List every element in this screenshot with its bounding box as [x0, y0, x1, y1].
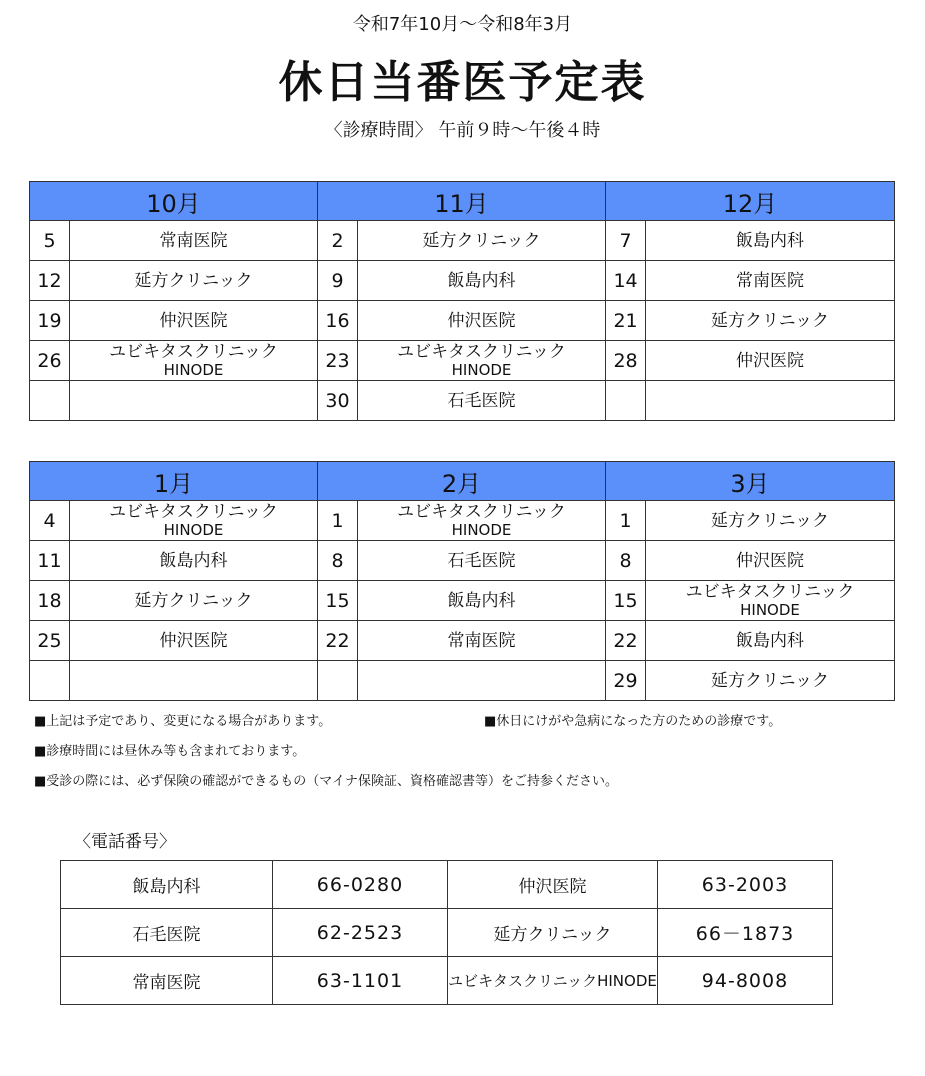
- schedule-day: 21: [606, 301, 646, 341]
- schedule-day: 9: [318, 261, 358, 301]
- schedule-day: 1: [606, 501, 646, 541]
- consultation-hours: 〈診療時間〉 午前９時～午後４時: [324, 120, 601, 141]
- clinic-name: 常南医院: [447, 630, 516, 651]
- month-header: 11月: [318, 182, 606, 221]
- schedule-clinic: [358, 301, 606, 341]
- clinic-name: 延方クリニック: [134, 270, 253, 291]
- schedule-clinic: [646, 301, 895, 341]
- phone-number: 62-2523: [273, 909, 448, 957]
- clinic-name: 石毛医院: [447, 390, 516, 411]
- clinic-name-line2: HINODE: [740, 600, 800, 619]
- schedule-row: [30, 301, 895, 341]
- month-header-row: [30, 182, 895, 221]
- month-header: 3月: [606, 462, 895, 501]
- phone-clinic-name: 石毛医院: [61, 909, 273, 957]
- phone-row: [61, 909, 833, 957]
- schedule-day: 4: [30, 501, 70, 541]
- phone-number: 94-8008: [658, 957, 833, 1005]
- phone-table: [60, 860, 833, 1005]
- schedule-day: 5: [30, 221, 70, 261]
- clinic-name: 飯島内科: [447, 590, 516, 611]
- schedule-clinic: [358, 381, 606, 421]
- phone-clinic-name: 常南医院: [61, 957, 273, 1005]
- schedule-clinic: [646, 341, 895, 381]
- schedule-day: 12: [30, 261, 70, 301]
- schedule-table-oct-dec: [29, 181, 895, 421]
- schedule-day: 18: [30, 581, 70, 621]
- schedule-day: 23: [318, 341, 358, 381]
- schedule-day: 1: [318, 501, 358, 541]
- schedule-day: 25: [30, 621, 70, 661]
- schedule-clinic: [70, 541, 318, 581]
- schedule-clinic: [70, 661, 318, 701]
- schedule-clinic: [70, 221, 318, 261]
- schedule-day: 26: [30, 341, 70, 381]
- clinic-name: 延方クリニック: [422, 230, 541, 251]
- schedule-row: [30, 541, 895, 581]
- note-schedule-may-change: ■上記は予定であり、変更になる場合があります。: [34, 714, 332, 729]
- clinic-name-line2: HINODE: [163, 520, 224, 539]
- schedule-clinic: [358, 581, 606, 621]
- clinic-name-line2: HINODE: [451, 520, 512, 539]
- schedule-clinic: [358, 341, 606, 381]
- note-insurance: ■受診の際には、必ず保険の確認ができるもの（マイナ保険証、資格確認書等）をご持参ください。: [34, 774, 619, 789]
- clinic-name: 石毛医院: [447, 550, 516, 571]
- schedule-table-jan-mar: [29, 461, 895, 701]
- clinic-name: 飯島内科: [159, 550, 228, 571]
- clinic-name: 飯島内科: [447, 270, 516, 291]
- schedule-day: 15: [606, 581, 646, 621]
- schedule-clinic: [358, 261, 606, 301]
- schedule-clinic: [358, 221, 606, 261]
- schedule-clinic: [646, 581, 895, 621]
- schedule-clinic: [358, 661, 606, 701]
- phone-number: 63-2003: [658, 861, 833, 909]
- schedule-day: 19: [30, 301, 70, 341]
- schedule-clinic: [358, 501, 606, 541]
- schedule-row: [30, 221, 895, 261]
- clinic-name: 仲沢医院: [736, 350, 805, 371]
- clinic-name: 仲沢医院: [736, 550, 804, 571]
- phone-clinic-name: ユビキタスクリニックHINODE: [448, 957, 658, 1005]
- schedule-clinic: [70, 341, 318, 381]
- period-heading: 令和7年10月～令和8年3月: [352, 14, 573, 35]
- schedule-clinic: [70, 621, 318, 661]
- schedule-day: 11: [30, 541, 70, 581]
- clinic-name: 延方クリニック: [711, 310, 830, 331]
- clinic-name: 延方クリニック: [711, 670, 829, 691]
- clinic-name: 仲沢医院: [159, 630, 228, 651]
- clinic-name: 飯島内科: [736, 630, 804, 651]
- schedule-clinic: [70, 581, 318, 621]
- clinic-name: 延方クリニック: [711, 510, 829, 531]
- clinic-name-line2: HINODE: [451, 360, 512, 379]
- schedule-clinic: [70, 501, 318, 541]
- schedule-row: [30, 341, 895, 381]
- phone-row: [61, 861, 833, 909]
- schedule-clinic: [646, 381, 895, 421]
- phone-section-title: 〈電話番号〉: [74, 832, 176, 852]
- schedule-day: 8: [606, 541, 646, 581]
- schedule-day: 7: [606, 221, 646, 261]
- clinic-name: ユビキタスクリニック: [397, 341, 566, 362]
- month-header: 12月: [606, 182, 895, 221]
- clinic-name: 常南医院: [736, 270, 805, 291]
- schedule-clinic: [70, 261, 318, 301]
- schedule-day: 28: [606, 341, 646, 381]
- schedule-day: [606, 381, 646, 421]
- note-emergency-purpose: ■休日にけがや急病になった方のための診療です。: [484, 714, 782, 729]
- schedule-day: 22: [318, 621, 358, 661]
- month-header-row: [30, 462, 895, 501]
- clinic-name: ユビキタスクリニック: [685, 581, 855, 602]
- schedule-day: 16: [318, 301, 358, 341]
- note-lunch-break: ■診療時間には昼休み等も含まれております。: [34, 744, 306, 759]
- schedule-day: 2: [318, 221, 358, 261]
- schedule-clinic: [646, 541, 895, 581]
- month-header: 10月: [30, 182, 318, 221]
- phone-clinic-name: 飯島内科: [61, 861, 273, 909]
- schedule-day: 29: [606, 661, 646, 701]
- schedule-clinic: [646, 621, 895, 661]
- phone-number: 66－1873: [658, 909, 833, 957]
- month-header: 2月: [318, 462, 606, 501]
- phone-row: [61, 957, 833, 1005]
- schedule-row: [30, 661, 895, 701]
- schedule-day: 15: [318, 581, 358, 621]
- clinic-name: 延方クリニック: [134, 590, 253, 611]
- schedule-clinic: [358, 621, 606, 661]
- schedule-day: 30: [318, 381, 358, 421]
- clinic-name: ユビキタスクリニック: [397, 501, 566, 522]
- schedule-day: [30, 661, 70, 701]
- schedule-row: [30, 381, 895, 421]
- schedule-day: 8: [318, 541, 358, 581]
- schedule-day: [30, 381, 70, 421]
- page-title: 休日当番医予定表: [278, 57, 647, 108]
- schedule-clinic: [70, 381, 318, 421]
- clinic-name: 常南医院: [159, 230, 228, 251]
- schedule-clinic: [646, 221, 895, 261]
- schedule-row: [30, 261, 895, 301]
- schedule-clinic: [646, 661, 895, 701]
- schedule-day: [318, 661, 358, 701]
- clinic-name: 飯島内科: [736, 230, 805, 251]
- schedule-clinic: [646, 501, 895, 541]
- schedule-clinic: [358, 541, 606, 581]
- phone-clinic-name: 仲沢医院: [448, 861, 658, 909]
- clinic-name: 仲沢医院: [159, 310, 228, 331]
- clinic-name-line2: HINODE: [163, 360, 224, 379]
- clinic-name: 仲沢医院: [447, 310, 516, 331]
- clinic-name: ユビキタスクリニック: [109, 341, 278, 362]
- schedule-row: [30, 581, 895, 621]
- phone-number: 66-0280: [273, 861, 448, 909]
- clinic-name: ユビキタスクリニック: [109, 501, 278, 522]
- schedule-clinic: [646, 261, 895, 301]
- schedule-row: [30, 501, 895, 541]
- phone-clinic-name: 延方クリニック: [448, 909, 658, 957]
- schedule-row: [30, 621, 895, 661]
- schedule-day: 14: [606, 261, 646, 301]
- month-header: 1月: [30, 462, 318, 501]
- schedule-clinic: [70, 301, 318, 341]
- schedule-day: 22: [606, 621, 646, 661]
- phone-number: 63-1101: [273, 957, 448, 1005]
